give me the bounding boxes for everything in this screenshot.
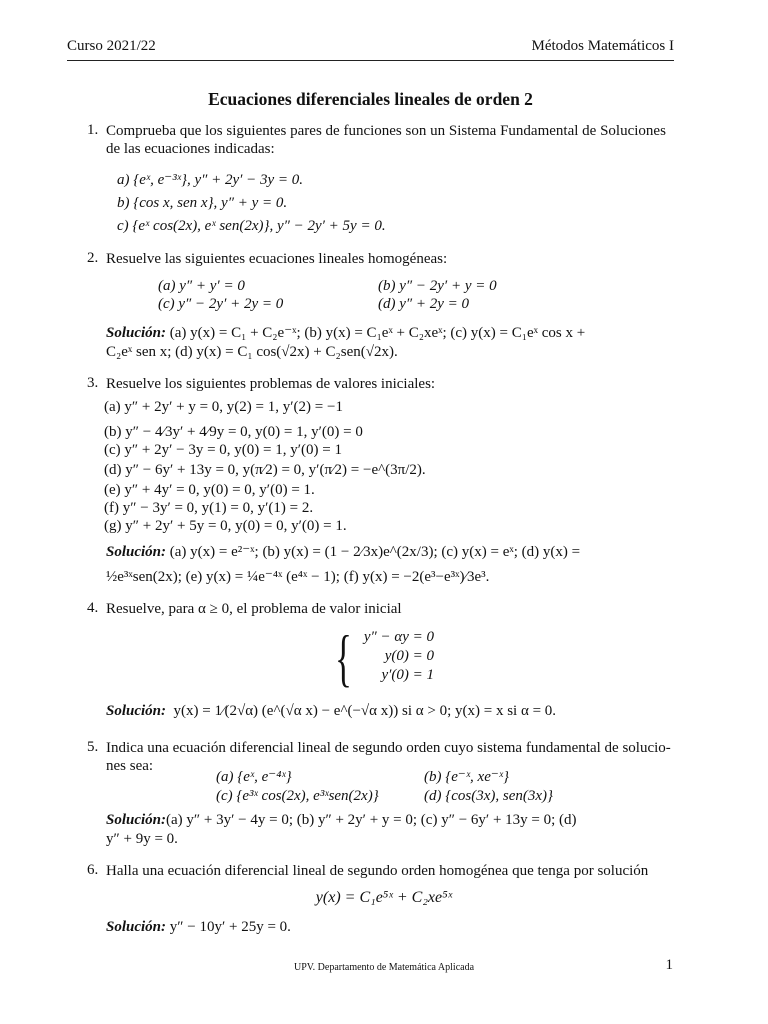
problem-2-number: 2.: [87, 250, 99, 266]
problem-2-item-d: (d) y″ + 2y = 0: [378, 296, 470, 312]
problem-4-text: Resuelve, para α ≥ 0, el problema de valor inicial: [106, 601, 402, 617]
problem-3-item-a: (a) y″ + 2y′ + y = 0, y(2) = 1, y′(2) = −1: [104, 399, 343, 415]
problem-4-equation-2: y(0) = 0: [384, 648, 434, 664]
problem-1-item-a: a) {eˣ, e⁻³ˣ}, y″ + 2y′ − 3y = 0.: [117, 172, 304, 188]
problem-6-solution-text: y″ − 10y′ + 25y = 0.: [169, 919, 291, 935]
problem-5-item-a: (a) {eˣ, e⁻⁴ˣ}: [216, 769, 292, 785]
problem-4-equation-3: y′(0) = 1: [381, 667, 434, 683]
problem-4-solution: [106, 702, 556, 721]
problem-4-equation-1: y″ − αy = 0: [363, 629, 434, 645]
system-brace: {: [335, 622, 352, 693]
solution-label: Solución:: [106, 703, 167, 719]
problem-3-item-b: (b) y″ − 4⁄3y′ + 4⁄9y = 0, y(0) = 1, y′(0) = 0: [104, 424, 363, 440]
header-subject: Métodos Matemáticos I: [531, 38, 674, 54]
problem-2-text: Resuelve las siguientes ecuaciones lineales homogéneas:: [106, 251, 448, 267]
problem-5-item-d: (d) {cos(3x), sen(3x)}: [424, 788, 554, 804]
problem-6-equation: y(x) = C₁e⁵ˣ + C₂xe⁵ˣ: [315, 889, 453, 906]
problem-1-item-c: c) {eˣ cos(2x), eˣ sen(2x)}, y″ − 2y′ + 5y = 0.: [117, 218, 386, 234]
problem-1-number: 1.: [87, 122, 99, 138]
problem-5-solution-line1: [106, 811, 577, 830]
problem-6-number: 6.: [87, 862, 99, 878]
problem-6-text: Halla una ecuación diferencial lineal de segundo orden homogénea que tenga por solución: [106, 863, 649, 879]
problem-3-solution-text: (a) y(x) = e²⁻ˣ; (b) y(x) = (1 − 2⁄3x)e^(2x/3); (c) y(x) = eˣ; (d) y(x) =: [169, 544, 581, 560]
problem-2-solution-text: (a) y(x) = C₁ + C₂e⁻ˣ; (b) y(x) = C₁eˣ + C₂xeˣ; (c) y(x) = C₁eˣ cos x +: [169, 325, 586, 341]
problem-1-text-line1: Comprueba que los siguientes pares de funciones son un Sistema Fundamental de Soluciones: [106, 123, 666, 139]
problem-5-text-line1: Indica una ecuación diferencial lineal de segundo orden cuyo sistema fundamental de solucio-: [106, 740, 671, 756]
problem-3-item-c: (c) y″ + 2y′ − 3y = 0, y(0) = 1, y′(0) = 1: [104, 442, 342, 458]
problem-3-number: 3.: [87, 375, 99, 391]
problem-3-item-f: (f) y″ − 3y′ = 0, y(1) = 0, y′(1) = 2.: [104, 500, 314, 516]
page-number: 1: [665, 957, 673, 973]
problem-5-text-line2: nes sea:: [106, 758, 154, 774]
problem-2-solution-line2: C₂eˣ sen x; (d) y(x) = C₁ cos(√2x) + C₂sen(√2x).: [106, 344, 398, 360]
problem-3-item-e: (e) y″ + 4y′ = 0, y(0) = 0, y′(0) = 1.: [104, 482, 315, 498]
problem-5-number: 5.: [87, 739, 99, 755]
page-title: Ecuaciones diferenciales lineales de orden 2: [208, 89, 533, 109]
problem-3-solution-line2: ½e³ˣsen(2x); (e) y(x) = ¼e⁻⁴ˣ (e⁴ˣ − 1); (f) y(x) = −2(e³−e³ˣ)⁄3e³.: [106, 569, 490, 585]
problem-6-solution: [106, 918, 291, 937]
solution-label: Solución:: [106, 325, 167, 341]
problem-5-item-c: (c) {e³ˣ cos(2x), e³ˣsen(2x)}: [216, 788, 379, 804]
problem-4-number: 4.: [87, 600, 99, 616]
problem-5-solution-line2: y″ + 9y = 0.: [106, 831, 178, 847]
solution-label: Solución:: [106, 544, 167, 560]
solution-label: Solución:: [106, 919, 167, 935]
header-rule: [67, 60, 674, 61]
problem-2-item-c: (c) y″ − 2y′ + 2y = 0: [158, 296, 284, 312]
problem-3-item-g: (g) y″ + 2y′ + 5y = 0, y(0) = 0, y′(0) = 1.: [104, 518, 347, 534]
problem-4-solution-text: y(x) = 1⁄(2√α) (e^(√α x) − e^(−√α x)) si α > 0; y(x) = x si α = 0.: [173, 703, 557, 719]
header-course: Curso 2021/22: [67, 38, 156, 54]
problem-1-text-line2: de las ecuaciones indicadas:: [106, 141, 275, 157]
problem-3-item-d: (d) y″ − 6y′ + 13y = 0, y(π⁄2) = 0, y′(π⁄2) = −e^(3π/2).: [104, 462, 426, 478]
problem-3-text: Resuelve los siguientes problemas de valores iniciales:: [106, 376, 436, 392]
footer-department: UPV. Departamento de Matemática Aplicada: [293, 962, 475, 973]
problem-5-item-b: (b) {e⁻ˣ, xe⁻ˣ}: [424, 769, 510, 785]
solution-label: Solución:: [106, 812, 167, 828]
problem-2-item-b: (b) y″ − 2y′ + y = 0: [378, 278, 497, 294]
problem-3-solution-line1: [106, 543, 580, 562]
problem-5-solution-text: (a) y″ + 3y′ − 4y = 0; (b) y″ + 2y′ + y = 0; (c) y″ − 6y′ + 13y = 0; (d): [166, 812, 577, 828]
problem-2-item-a: (a) y″ + y′ = 0: [158, 278, 245, 294]
problem-1-item-b: b) {cos x, sen x}, y″ + y = 0.: [117, 195, 288, 211]
problem-2-solution-line1: [106, 324, 585, 343]
